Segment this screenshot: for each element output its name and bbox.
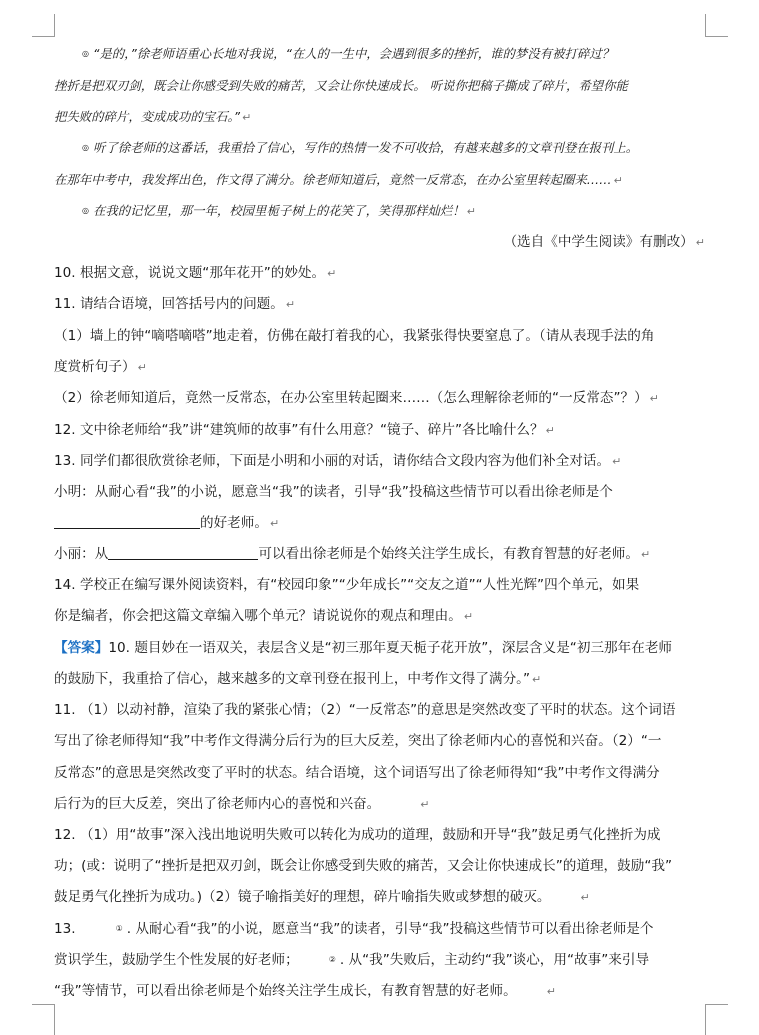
question-10: 10. 根据文意，说说文题“那年花开”的妙处。 ↵ xyxy=(54,265,337,281)
circle-marker-icon: ◎ xyxy=(82,49,89,58)
story-line: ◎ “是的，”徐老师语重心长地对我说，“在人的一生中，会遇到很多的挫折，谁的梦没有被打碎过？ xyxy=(54,44,705,64)
question-13-xiaoming: 小明：从耐心看“我”的小说，愿意当“我”的读者，引导“我”投稿这些情节可以看出徐老师是个 xyxy=(54,484,613,500)
answer-11-cont: 反常态”的意思是突然改变了平时的状态。结合语境，这个词语写出了徐老师得知“我”中考作文得满分 xyxy=(54,765,660,781)
answer-11-cont: 后行为的巨大反差，突出了徐老师内心的喜悦和兴奋。 ↵ xyxy=(54,796,430,812)
paragraph-mark-icon: ↵ xyxy=(649,392,659,405)
crop-mark-top-right xyxy=(705,14,728,37)
answer-13: 13. ① . 从耐心看“我”的小说，愿意当“我”的读者，引导“我”投稿这些情节可以看出徐老师是个 xyxy=(54,921,654,937)
answer-12-cont: 鼓足勇气化挫折为成功。)（2）镜子喻指美好的理想，碎片喻指失败或梦想的破灭。 ↵ xyxy=(54,889,590,905)
answer-blank[interactable] xyxy=(108,545,258,560)
paragraph-mark-icon: ↵ xyxy=(137,361,147,374)
answer-blank[interactable] xyxy=(54,514,200,529)
crop-mark-top-left xyxy=(32,14,55,37)
paragraph-mark-icon: ↵ xyxy=(532,673,542,686)
question-14: 14. 学校正在编写课外阅读资料，有“校园印象”“少年成长”“交友之道”“人性光辉”四个单元，如果 xyxy=(54,577,640,593)
circled-two-icon: ② xyxy=(328,955,336,964)
question-13-xiaoli: 小丽：从 可以看出徐老师是个始终关注学生成长，有教育智慧的好老师。 ↵ xyxy=(54,546,651,562)
question-11: 11. 请结合语境，回答括号内的问题。 ↵ xyxy=(54,296,296,312)
answer-11: 11. （1）以动衬静，渲染了我的紧张心情；（2）“一反常态”的意思是突然改变了平时的状态。这个词语 xyxy=(54,702,676,718)
paragraph-mark-icon: ↵ xyxy=(269,517,280,530)
paragraph-mark-icon: ↵ xyxy=(327,267,337,280)
question-13: 13. 同学们都很欣赏徐老师，下面是小明和小丽的对话，请你结合文段内容为他们补全对话。 ↵ xyxy=(54,453,622,469)
story-line: 挫折是把双刃剑，既会让你感受到失败的痛苦，又会让你快速成长。 听说你把稿子撕成了碎片，希望你能 xyxy=(54,78,628,93)
question-14-cont: 你是编者，你会把这篇文章编入哪个单元？请说说你的观点和理由。 ↵ xyxy=(54,608,474,624)
paragraph-mark-icon: ↵ xyxy=(420,798,430,811)
paragraph-mark-icon: ↵ xyxy=(641,548,651,561)
paragraph-mark-icon: ↵ xyxy=(612,455,622,468)
story-line: 在那年中考中，我发挥出色，作文得了满分。徐老师知道后，竟然一反常态，在办公室里转起圈来…… ↵ xyxy=(54,172,623,187)
paragraph-mark-icon: ↵ xyxy=(545,424,555,437)
paragraph-mark-icon: ↵ xyxy=(695,236,705,249)
paragraph-mark-icon: ↵ xyxy=(285,298,296,311)
circled-one-icon: ① xyxy=(115,924,123,933)
paragraph-mark-icon: ↵ xyxy=(466,205,476,218)
question-11-part-1-cont: 度赏析句子） ↵ xyxy=(54,359,147,375)
answer-13-cont: 赏识学生，鼓励学生个性发展的好老师； ② . 从“我”失败后，主动约“我”谈心，用“故事”来引导 xyxy=(54,952,650,968)
story-source: （选自《中学生阅读》有删改） ↵ xyxy=(503,234,705,250)
story-line: ◎ 听了徐老师的这番话，我重拾了信心，写作的热情一发不可收拾，有越来越多的文章刊登在报刊上。 xyxy=(54,138,705,158)
question-11-part-1: （1）墙上的钟“嘀嗒嘀嗒”地走着，仿佛在敲打着我的心，我紧张得快要窒息了。（请从表现手法的角 xyxy=(54,328,655,344)
question-13-xiaoming-cont: 的好老师。 ↵ xyxy=(54,513,705,534)
question-12: 12. 文中徐老师给“我”讲“建筑师的故事”有什么用意？“镜子、碎片”各比喻什么？ ↵ xyxy=(54,422,555,438)
story-line: 把失败的碎片，变成成功的宝石。” ↵ xyxy=(54,109,252,124)
question-11-part-2: （2）徐老师知道后，竟然一反常态，在办公室里转起圈来……（怎么理解徐老师的“一反常态”？） ↵ xyxy=(54,390,659,406)
answer-11-cont: 写出了徐老师得知“我”中考作文得满分后行为的巨大反差，突出了徐老师内心的喜悦和兴奋。（2）“一 xyxy=(54,733,662,749)
circle-marker-icon: ◎ xyxy=(82,143,89,152)
answer-tag: 【答案】 xyxy=(54,640,109,656)
answer-12: 12. （1）用“故事”深入浅出地说明失败可以转化为成功的道理，鼓励和开导“我”鼓足勇气化挫折为成 xyxy=(54,827,661,843)
paragraph-mark-icon: ↵ xyxy=(613,174,623,187)
paragraph-mark-icon: ↵ xyxy=(546,985,556,998)
answer-10: 【答案】10. 题目妙在一语双关，表层含义是“初三那年夏天栀子花开放”，深层含义是“初三那年在老师 xyxy=(54,640,673,656)
answer-12-cont: 功；(或：说明了“挫折是把双刃剑，既会让你感受到失败的痛苦，又会让你快速成长”的道理，鼓励“我” xyxy=(54,858,673,874)
circle-marker-icon: ◎ xyxy=(82,206,89,215)
answer-10-cont: 的鼓励下，我重拾了信心，越来越多的文章刊登在报刊上，中考作文得了满分。” ↵ xyxy=(54,671,542,687)
crop-mark-bottom-left xyxy=(32,1004,55,1035)
paragraph-mark-icon: ↵ xyxy=(580,891,590,904)
paragraph-mark-icon: ↵ xyxy=(463,610,474,623)
answer-13-cont: “我”等情节，可以看出徐老师是个始终关注学生成长，有教育智慧的好老师。 ↵ xyxy=(54,983,556,999)
paragraph-mark-icon: ↵ xyxy=(242,111,252,124)
crop-mark-bottom-right xyxy=(705,1004,728,1035)
story-line: ◎ 在我的记忆里，那一年，校园里栀子树上的花笑了，笑得那样灿烂！ ↵ xyxy=(54,201,705,222)
